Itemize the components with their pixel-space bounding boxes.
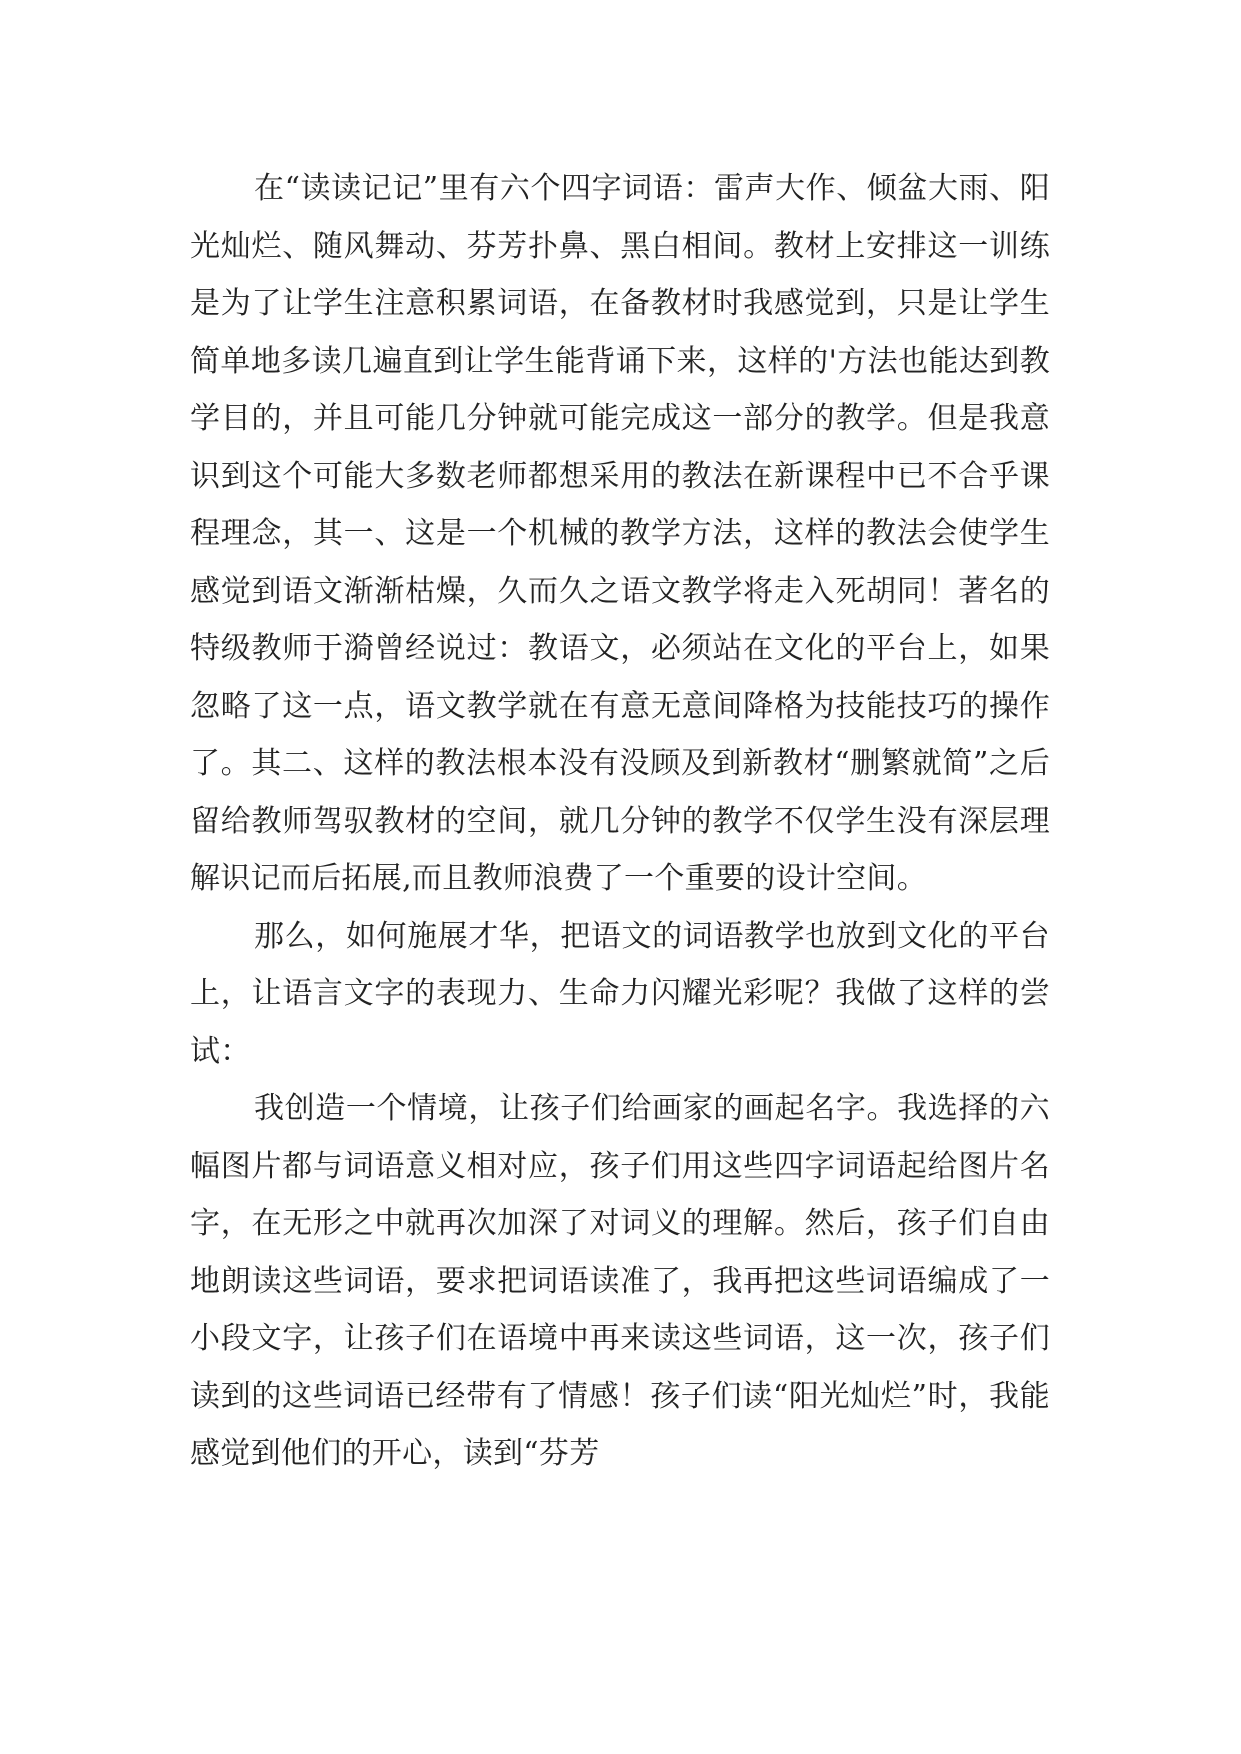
paragraph-1: 在“读读记记”里有六个四字词语：雷声大作、倾盆大雨、阳光灿烂、随风舞动、芬芳扑鼻、黑白相间。教材上安排这一训练是为了让学生注意积累词语，在备教材时我感觉到，只是让学生简单地多读几遍直到让学生能背诵下来，这样的'方法也能达到教学目的，并且可能几分钟就可能完成这一部分的教学。但是我意识到这个可能大多数老师都想采用的教法在新课程中已不合乎课程理念，其一、这是一个机械的教学方法，这样的教法会使学生感觉到语文渐渐枯燥，久而久之语文教学将走入死胡同！著名的特级教师于漪曾经说过：教语文，必须站在文化的平台上，如果忽略了这一点，语文教学就在有意无意间降格为技能技巧的操作了。其二、这样的教法根本没有没顾及到新教材“删繁就简”之后留给教师驾驭教材的空间，就几分钟的教学不仅学生没有深层理解识记而后拓展,而且教师浪费了一个重要的设计空间。 bbox=[190, 171, 1050, 896]
paragraph-3: 我创造一个情境，让孩子们给画家的画起名字。我选择的六幅图片都与词语意义相对应，孩子们用这些四字词语起给图片名字，在无形之中就再次加深了对词义的理解。然后，孩子们自由地朗读这些词语，要求把词语读准了，我再把这些词语编成了一小段文字，让孩子们在语境中再来读这些词语，这一次，孩子们读到的这些词语已经带有了情感！孩子们读“阳光灿烂”时，我能感觉到他们的开心，读到“芬芳 bbox=[190, 1091, 1050, 1471]
body-text bbox=[190, 160, 1050, 1483]
paragraph-2: 那么，如何施展才华，把语文的词语教学也放到文化的平台上，让语言文字的表现力、生命力闪耀光彩呢？我做了这样的尝试： bbox=[190, 918, 1050, 1069]
